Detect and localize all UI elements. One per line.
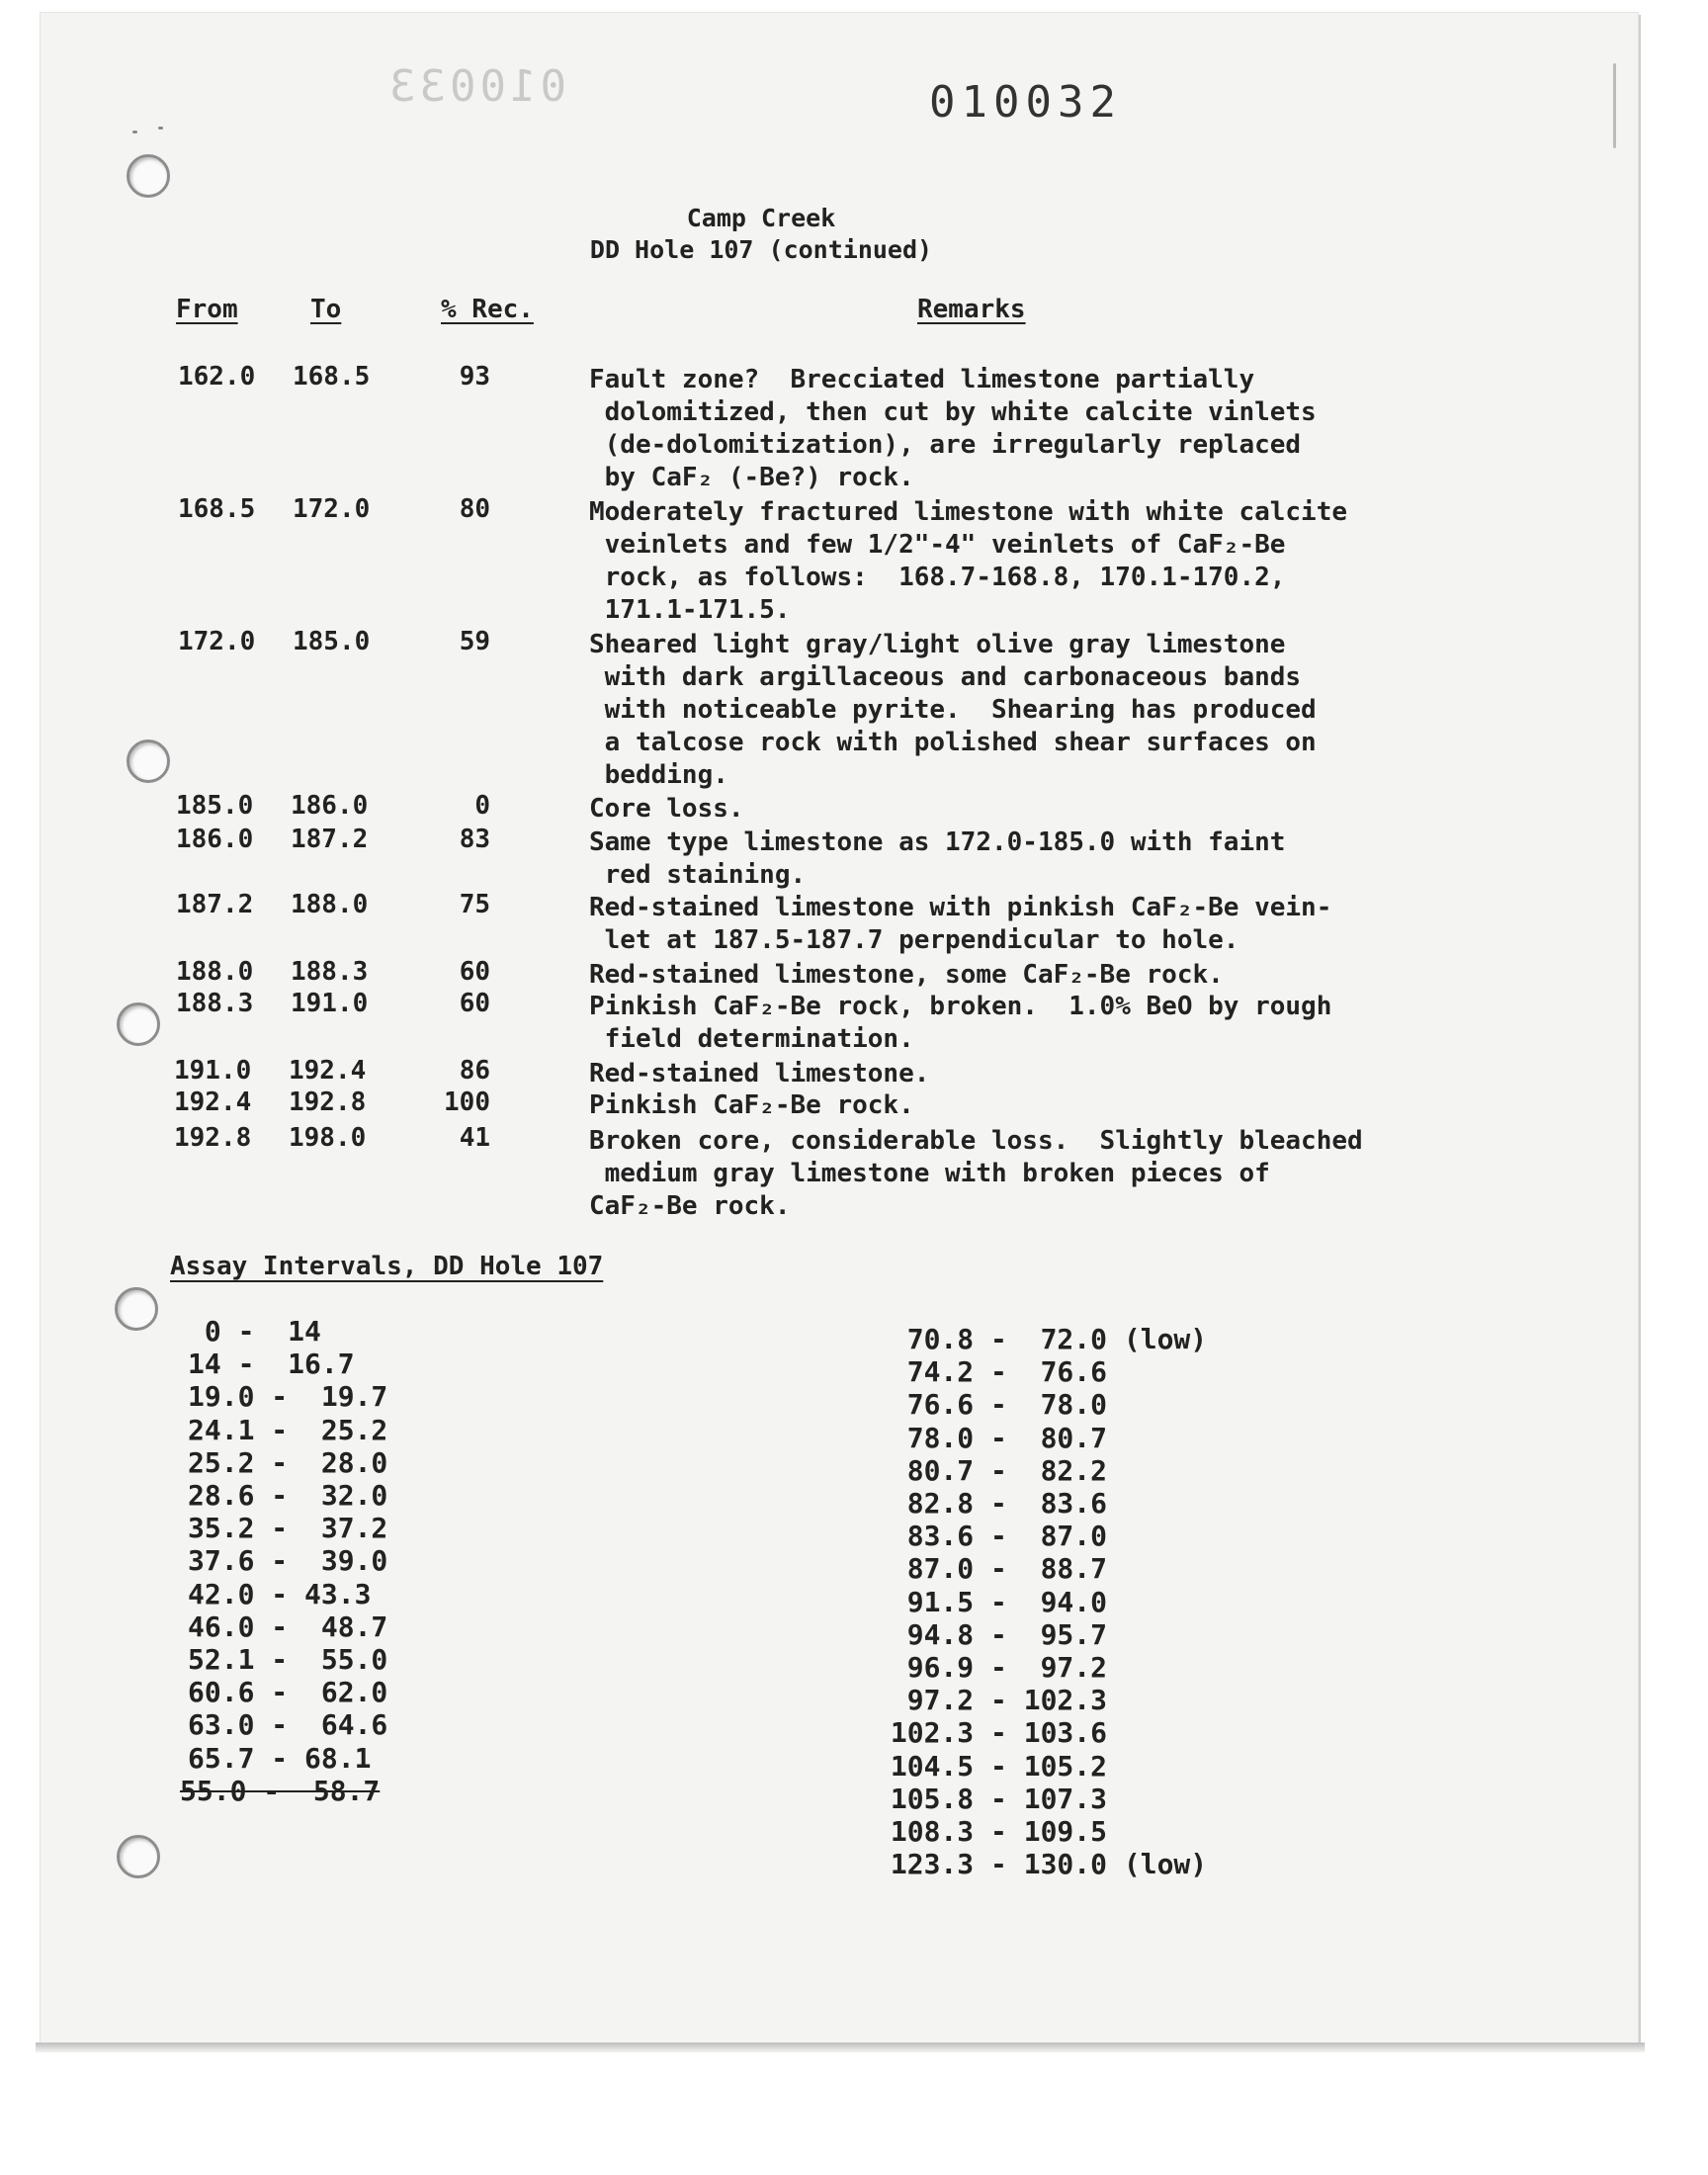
row-to: 187.2: [291, 825, 369, 854]
assay-interval: 80.7 - 82.2: [874, 1453, 1108, 1487]
header-remarks: Remarks: [917, 295, 1026, 324]
header-to: To: [310, 295, 342, 324]
row-remarks: Red-stained limestone.: [589, 1059, 930, 1088]
punch-hole-5: [117, 1835, 160, 1878]
page-subtitle: DD Hole 107 (continued): [589, 235, 933, 264]
assay-interval: 78.0 - 80.7: [874, 1421, 1108, 1454]
row-from: 192.8: [174, 1123, 252, 1153]
row-remarks: Fault zone? Brecciated limestone partially dolomitized, then cut by white calcite vinlets (de-dolomitization), are irregularly replaced by CaF₂ (-Be?) rock.: [589, 365, 1317, 492]
assay-interval: 82.8 - 83.6: [874, 1487, 1108, 1521]
page-title: Camp Creek: [686, 204, 836, 232]
row-remarks: Sheared light gray/light olive gray limestone with dark argillaceous and carbonaceous bands with noticeable pyrite. Shearing has produced a talcose rock with polished shear surfaces on bedding.: [589, 630, 1317, 790]
row-rec: 86: [459, 1056, 490, 1086]
page-edge-shadow: [36, 2043, 1645, 2052]
row-remarks: Core loss.: [589, 794, 744, 824]
row-to: 191.0: [291, 989, 369, 1018]
row-to: 186.0: [291, 791, 369, 821]
row-rec: 80: [459, 494, 490, 524]
row-from: 188.3: [176, 989, 254, 1018]
assay-interval: 35.2 - 37.2: [188, 1512, 388, 1545]
row-rec: 41: [459, 1123, 490, 1153]
assay-interval: 97.2 - 102.3: [874, 1684, 1108, 1717]
assay-interval: 108.3 - 109.5: [874, 1815, 1108, 1849]
row-rec: 60: [459, 989, 490, 1018]
row-rec: 0: [474, 791, 490, 821]
assay-interval: 42.0 - 43.3: [188, 1577, 372, 1610]
row-from: 185.0: [176, 791, 254, 821]
row-from: 192.4: [174, 1088, 252, 1117]
row-from: 172.0: [178, 627, 256, 656]
assay-list-right: [874, 1323, 1207, 1880]
assay-interval: 60.6 - 62.0: [188, 1676, 388, 1709]
row-rec: 75: [459, 890, 490, 919]
assay-interval: 37.6 - 39.0: [188, 1544, 388, 1578]
row-remarks: Red-stained limestone with pinkish CaF₂-Be vein- let at 187.5-187.7 perpendicular to hole.: [589, 893, 1332, 955]
row-from: 186.0: [176, 825, 254, 854]
scan-speck: [132, 130, 137, 133]
row-to: 185.0: [293, 627, 371, 656]
assay-interval: 91.5 - 94.0: [874, 1585, 1108, 1618]
assay-intervals-title: Assay Intervals, DD Hole 107: [170, 1252, 604, 1281]
assay-interval: 74.2 - 76.6: [874, 1355, 1108, 1389]
punch-hole-2: [127, 740, 170, 783]
assay-interval: 104.5 - 105.2: [874, 1749, 1108, 1783]
assay-interval: 24.1 - 25.2: [188, 1413, 388, 1446]
row-to: 188.0: [291, 890, 369, 919]
assay-interval: 76.6 - 78.0: [874, 1388, 1108, 1422]
assay-interval: 105.8 - 107.3: [874, 1782, 1108, 1815]
row-remarks: Pinkish CaF₂-Be rock.: [589, 1090, 914, 1120]
assay-interval: 83.6 - 87.0: [874, 1520, 1108, 1553]
row-to: 192.4: [289, 1056, 367, 1086]
row-from: 187.2: [176, 890, 254, 919]
assay-interval: 96.9 - 97.2: [874, 1651, 1108, 1685]
assay-interval: 46.0 - 48.7: [188, 1610, 388, 1643]
row-remarks: Red-stained limestone, some CaF₂-Be rock.: [589, 960, 1224, 990]
row-to: 172.0: [293, 494, 371, 524]
assay-interval: 19.0 - 19.7: [188, 1380, 388, 1414]
assay-interval: 63.0 - 64.6: [188, 1708, 388, 1742]
row-remarks: Broken core, considerable loss. Slightly bleached medium gray limestone with broken pieces of CaF₂-Be rock.: [589, 1126, 1363, 1221]
row-rec: 59: [459, 627, 490, 656]
assay-interval: 123.3 - 130.0 (low): [874, 1848, 1208, 1881]
row-to: 198.0: [289, 1123, 367, 1153]
assay-interval: 25.2 - 28.0: [188, 1445, 388, 1479]
row-to: 168.5: [293, 362, 371, 392]
punch-hole-4: [115, 1287, 158, 1331]
row-from: 191.0: [174, 1056, 252, 1086]
row-remarks: Same type limestone as 172.0-185.0 with faint red staining.: [589, 827, 1286, 890]
assay-interval: 52.1 - 55.0: [188, 1643, 388, 1677]
row-rec: 100: [444, 1088, 490, 1117]
row-from: 162.0: [178, 362, 256, 392]
assay-interval: 0 - 14: [188, 1315, 321, 1348]
row-remarks: Moderately fractured limestone with white calcite veinlets and few 1/2"-4" veinlets of CaF₂-Be rock, as follows: 168.7-168.8, 170.1-170.2, 171.1-171.5.: [589, 497, 1348, 625]
header-from: From: [176, 295, 238, 324]
assay-interval: 102.3 - 103.6: [874, 1716, 1108, 1750]
assay-interval: 87.0 - 88.7: [874, 1552, 1108, 1586]
punch-hole-1: [127, 154, 170, 198]
assay-interval: 14 - 16.7: [188, 1348, 355, 1381]
punch-hole-3: [117, 1002, 160, 1046]
assay-interval-struck: 55.0 - 58.7: [180, 1774, 381, 1807]
header-rec: % Rec.: [441, 295, 534, 324]
row-rec: 60: [459, 957, 490, 987]
row-from: 168.5: [178, 494, 256, 524]
row-rec: 93: [459, 362, 490, 392]
row-from: 188.0: [176, 957, 254, 987]
scan-mark: [1613, 63, 1616, 148]
assay-interval: 70.8 - 72.0 (low): [874, 1323, 1208, 1355]
row-to: 188.3: [291, 957, 369, 987]
row-to: 192.8: [289, 1088, 367, 1117]
assay-list-left: [180, 1315, 388, 1807]
assay-interval: 28.6 - 32.0: [188, 1479, 388, 1513]
assay-interval: 65.7 - 68.1: [188, 1741, 372, 1775]
scan-speck: [158, 127, 163, 130]
bleed-through-number: 010033: [385, 61, 566, 112]
assay-interval: 94.8 - 95.7: [874, 1617, 1108, 1651]
document-number: 010032: [929, 77, 1122, 128]
row-rec: 83: [459, 825, 490, 854]
row-remarks: Pinkish CaF₂-Be rock, broken. 1.0% BeO by rough field determination.: [589, 992, 1332, 1054]
